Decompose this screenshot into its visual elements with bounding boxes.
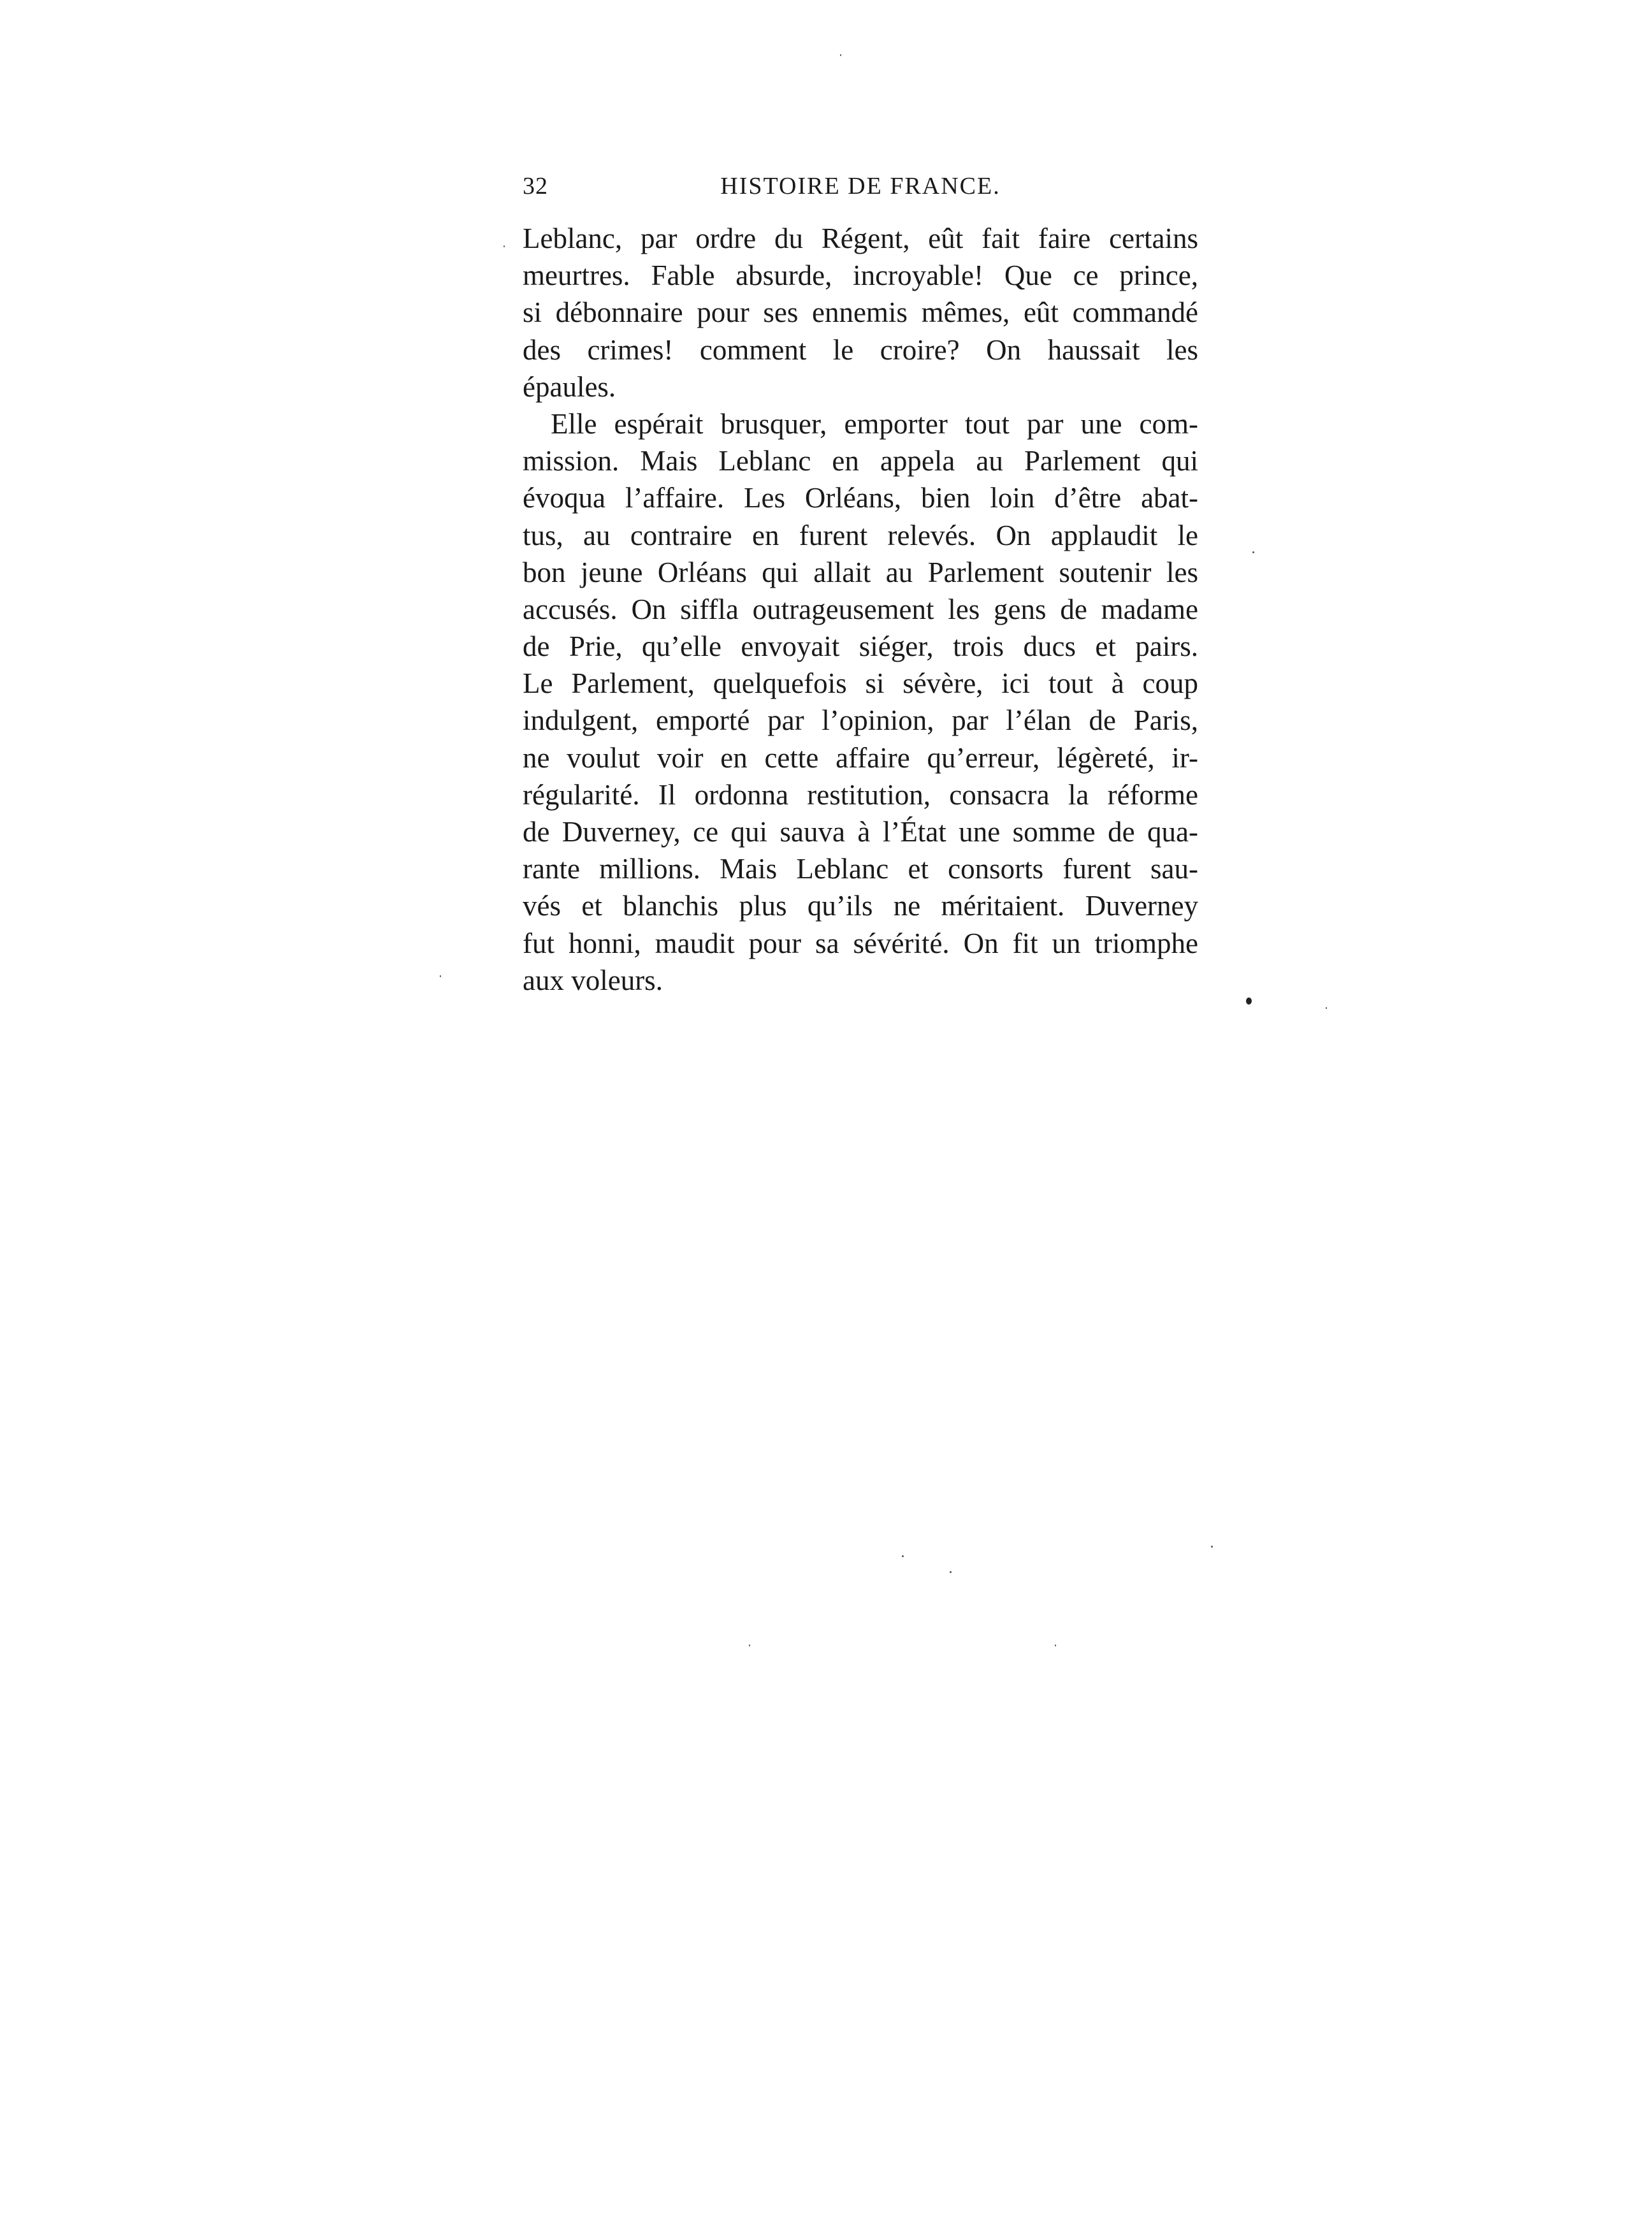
running-head: HISTOIRE DE FRANCE. <box>720 173 1001 200</box>
text-line: de Prie, qu’elle envoyait siéger, trois ducs et pairs. <box>523 630 1198 663</box>
scan-speck <box>902 1555 904 1557</box>
scan-speck <box>840 54 841 56</box>
text-line: si débonnaire pour ses ennemis mêmes, eût commandé <box>523 296 1198 329</box>
text-line: aux voleurs. <box>523 964 663 996</box>
text-line: Leblanc, par ordre du Régent, eût fait faire certains <box>523 222 1198 254</box>
scan-speck <box>749 1644 750 1646</box>
text-line: indulgent, emporté par l’opinion, par l’élan de Paris, <box>523 704 1198 737</box>
scan-speck <box>1055 1644 1056 1646</box>
text-line: accusés. On siffla outrageusement les gens de madame <box>523 593 1198 625</box>
text-line: évoqua l’affaire. Les Orléans, bien loin d’être abat- <box>523 482 1198 514</box>
text-line: Le Parlement, quelquefois si sévère, ici tout à coup <box>523 667 1198 700</box>
text-line: rante millions. Mais Leblanc et consorts furent sau- <box>523 853 1198 885</box>
text-line: Elle espérait brusquer, emporter tout par une com- <box>551 407 1198 440</box>
text-line: des crimes! comment le croire? On haussait les <box>523 333 1198 366</box>
scan-speck <box>950 1571 952 1573</box>
text-line: bon jeune Orléans qui allait au Parlement soutenir les <box>523 556 1198 588</box>
text-line: régularité. Il ordonna restitution, consacra la réforme <box>523 778 1198 811</box>
scan-speck <box>440 975 441 977</box>
page-header <box>523 172 1198 210</box>
text-line: fut honni, maudit pour sa sévérité. On fit un triomphe <box>523 927 1198 959</box>
body-text <box>523 220 1198 999</box>
page-number: 32 <box>523 173 548 200</box>
text-line: tus, au contraire en furent relevés. On applaudit le <box>523 519 1198 551</box>
scan-speck <box>504 245 505 247</box>
scan-speck <box>1246 998 1252 1005</box>
text-line: vés et blanchis plus qu’ils ne méritaient. Duverney <box>523 890 1198 922</box>
scan-speck <box>1326 1007 1327 1009</box>
text-line: meurtres. Fable absurde, incroyable! Que ce prince, <box>523 259 1198 292</box>
text-line: de Duverney, ce qui sauva à l’État une somme de qua- <box>523 816 1198 848</box>
scan-speck <box>1211 1546 1213 1548</box>
scan-speck <box>1252 551 1254 553</box>
text-line: mission. Mais Leblanc en appela au Parlement qui <box>523 445 1198 477</box>
text-line: ne voulut voir en cette affaire qu’erreur, légèreté, ir- <box>523 741 1198 774</box>
text-line: épaules. <box>523 370 616 403</box>
